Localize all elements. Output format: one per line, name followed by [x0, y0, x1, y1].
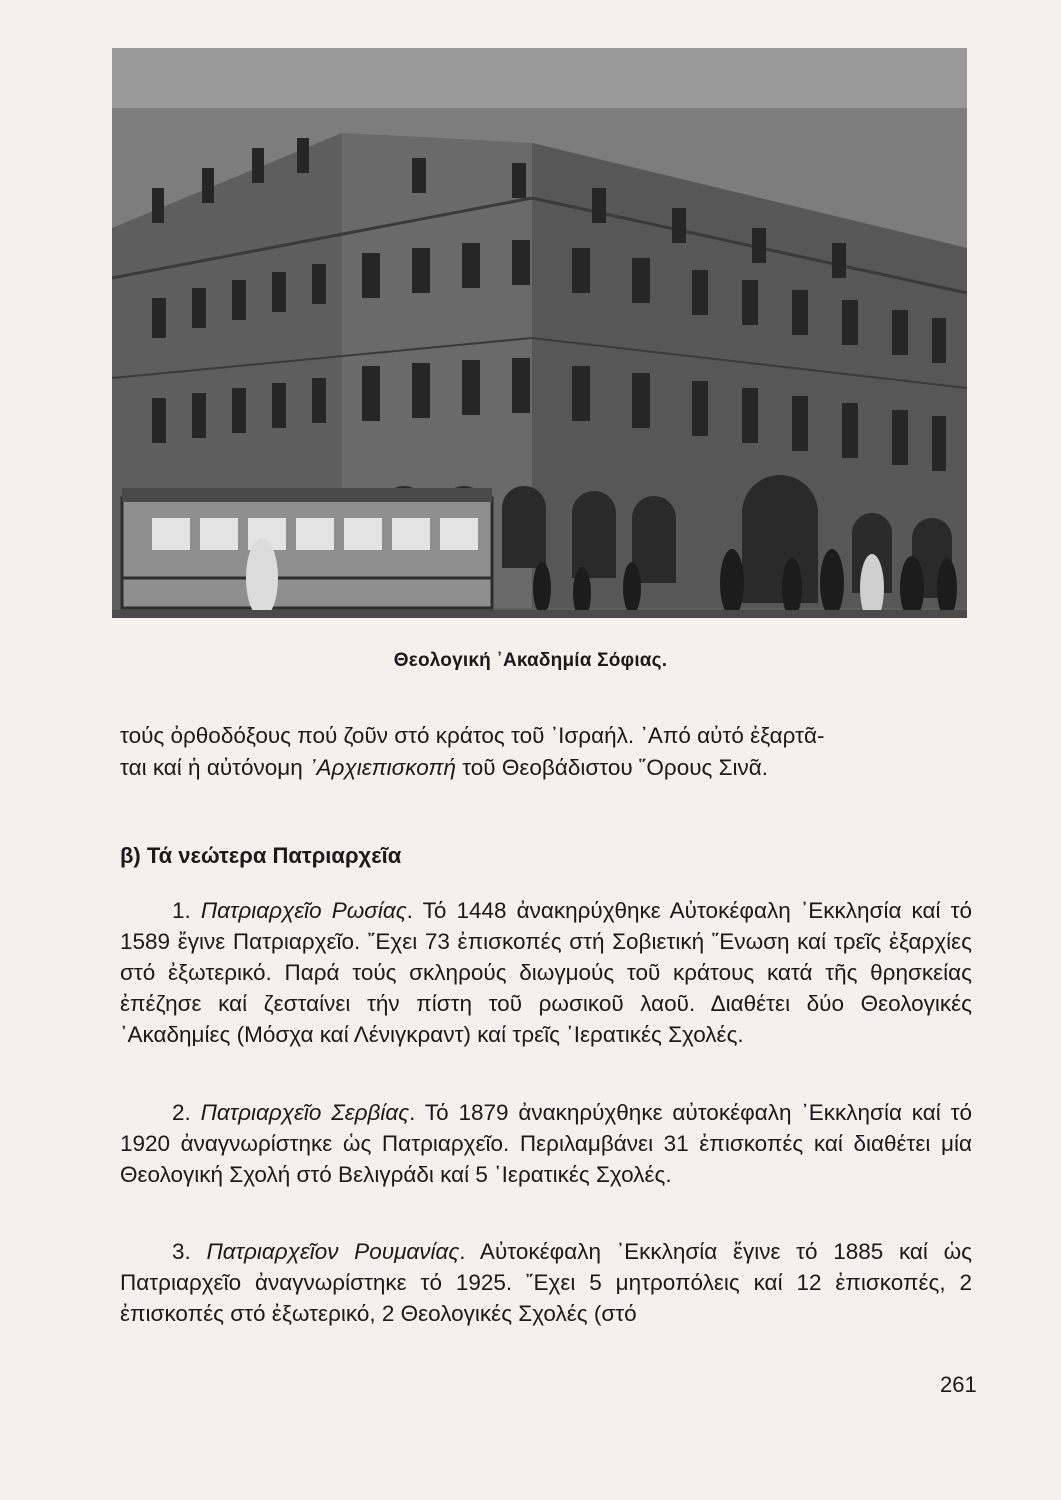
intro-line-1: τούς ὀρθοδόξους πού ζοῦν στό κράτος τοῦ ᾿Ισραήλ. ᾿Από αὐτό ἐξαρτᾶ-: [120, 723, 825, 748]
page-number: 261: [940, 1372, 977, 1397]
item-body: . Τό 1448 ἀνακηρύχθηκε Αὐτοκέφαλη ᾿Εκκλησία καί τό 1589 ἔγινε Πατριαρχεῖο. ῎Εχει 73 ἐπισκοπές στή Σοβιετική ῞Ενωση καί τρεῖς ἐξαρχίες στό ἐξωτερικό. Παρά τούς σκληρούς διωγμούς τοῦ κράτους κατά τῆς θρησκείας ἐπέζησε καί ζεσταίνει τήν πίστη τοῦ ρωσικοῦ λαοῦ. Διαθέτει δύο Θεολογικές ᾿Ακαδημίες (Μόσχα καί Λένιγκραντ) καί τρεῖς ῾Ιερατικές Σχολές.: [120, 898, 972, 1047]
item-body: . Τό 1879 ἀνακηρύχθηκε αὐτοκέφαλη ᾿Εκκλησία καί τό 1920 ἀναγνωρίστηκε ὡς Πατριαρχεῖο. Περιλαμβάνει 31 ἐπισκοπές καί διαθέτει μία Θεολογική Σχολή στό Βελιγράδι καί 5 ῾Ιερατικές Σχολές.: [120, 1100, 972, 1187]
item-number: 1.: [172, 898, 201, 923]
paragraph-romania: [120, 1236, 972, 1329]
intro-line-2-end: τοῦ Θεοβάδιστου ῞Ορους Σινᾶ.: [455, 754, 769, 780]
academy-building-illustration: [112, 48, 967, 618]
paragraph-russia: [120, 895, 972, 1050]
item-number: 2.: [172, 1100, 201, 1125]
paragraph-serbia: [120, 1097, 972, 1190]
item-title: Πατριαρχεῖον Ρουμανίας: [206, 1239, 460, 1264]
intro-line-2-italic: ᾿Αρχιεπισκοπή: [309, 754, 456, 780]
item-number: 3.: [172, 1239, 207, 1264]
intro-line-2-start: ται καί ἡ αὐτόνομη: [120, 754, 310, 780]
item-title: Πατριαρχεῖο Ρωσίας: [200, 898, 407, 923]
section-heading: β) Τά νεώτερα Πατριαρχεῖα: [120, 843, 402, 868]
intro-paragraph: [120, 720, 972, 783]
building-photo: [112, 48, 967, 618]
item-body: . Αὐτοκέφαλη ᾿Εκκλησία ἔγινε τό 1885 καί ὡς Πατριαρχεῖο ἀναγνωρίστηκε τό 1925. ῎Εχει 5 μητροπόλεις καί 12 ἐπισκοπές, 2 ἐπισκοπές στό ἐξωτερικό, 2 Θεολογικές Σχολές (στό: [120, 1239, 972, 1326]
item-title: Πατριαρχεῖο Σερβίας: [200, 1100, 410, 1125]
photo-caption: Θεολογική ᾿Ακαδημία Σόφιας.: [393, 650, 668, 671]
